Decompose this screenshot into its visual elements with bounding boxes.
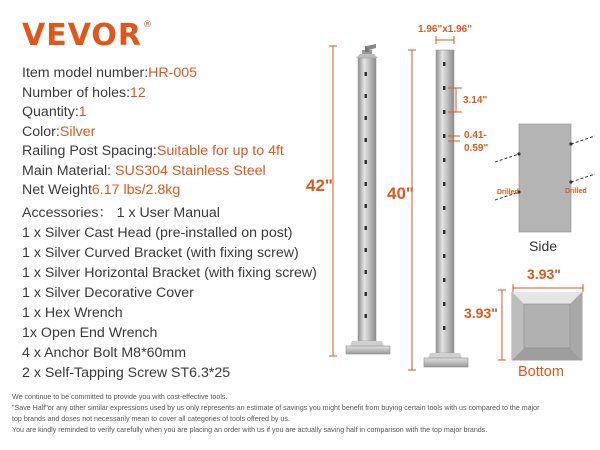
side-view-label: Side: [529, 238, 558, 254]
accessory-item: 1 x Silver Decorative Cover: [22, 285, 194, 301]
spec-spacing: Railing Post Spacing:Suitable for up to 4ft: [22, 143, 284, 159]
height-post: 40": [387, 184, 414, 203]
accessory-item: 1 x Hex Wrench: [22, 305, 123, 321]
bottom-view: [510, 292, 586, 362]
disclaimer-text: [12, 392, 597, 436]
accessory-item: 1 x Silver Horizontal Bracket (with fixing screw): [22, 265, 317, 281]
accessory-item: 4 x Anchor Bolt M8*60mm: [22, 345, 187, 361]
registered-mark: ®: [143, 20, 154, 30]
spec-weight: Net Weight6.17 lbs/2.8kg: [22, 182, 181, 198]
brand-name: VEVOR: [22, 18, 143, 53]
disclaimer-line: You are kindly reminded to verify carefully when you are placing an order with us if you are actually saving half in comparison with the top major brands.: [12, 426, 488, 434]
side-view: [495, 120, 600, 240]
hole-spacing: 3.14": [463, 95, 488, 106]
spec-quantity: Quantity:1: [22, 104, 87, 120]
hole-size-min: 0.41-: [464, 130, 487, 141]
height-with-head: 42": [306, 176, 333, 195]
disclaimer-line: "Save Half"or any other similar expressions used by us only represents an estimate of savings you might benefit from buying certain tools with us compared to the major: [12, 404, 540, 412]
accessory-item: 2 x Self-Tapping Screw ST6.3*25: [22, 365, 231, 381]
spec-material: Main Material: SUS304 Stainless Steel: [22, 162, 266, 179]
hole-size-max: 0.59": [464, 143, 489, 154]
spec-color: Color:Silver: [22, 123, 96, 140]
accessory-item: 1 x Silver Cast Head (pre-installed on post): [22, 225, 293, 241]
bottom-view-label: Bottom: [518, 364, 564, 380]
accessory-item: 1 x Silver Curved Bracket (with fixing screw): [22, 245, 299, 261]
accessory-item: 1x Open End Wrench: [22, 325, 158, 341]
spec-holes: Number of holes:12: [22, 84, 146, 101]
spec-model: Item model number:HR-005: [22, 65, 198, 81]
disclaimer-line: We continue to be committed to provide you with cost-effective tools.: [12, 393, 228, 401]
drilled-label-left: Drilled: [497, 189, 519, 196]
disclaimer-line: top brands and doses not necessarily mean to cover all categories of tools offered by us.: [12, 415, 290, 423]
post-top-size: 1.96"x1.96": [418, 24, 472, 35]
drilled-label-right: Drilled: [565, 188, 587, 195]
base-depth: 3.93": [464, 305, 498, 321]
base-width: 3.93": [527, 266, 561, 282]
accessory-item: Accessories： 1 x User Manual: [22, 205, 220, 221]
